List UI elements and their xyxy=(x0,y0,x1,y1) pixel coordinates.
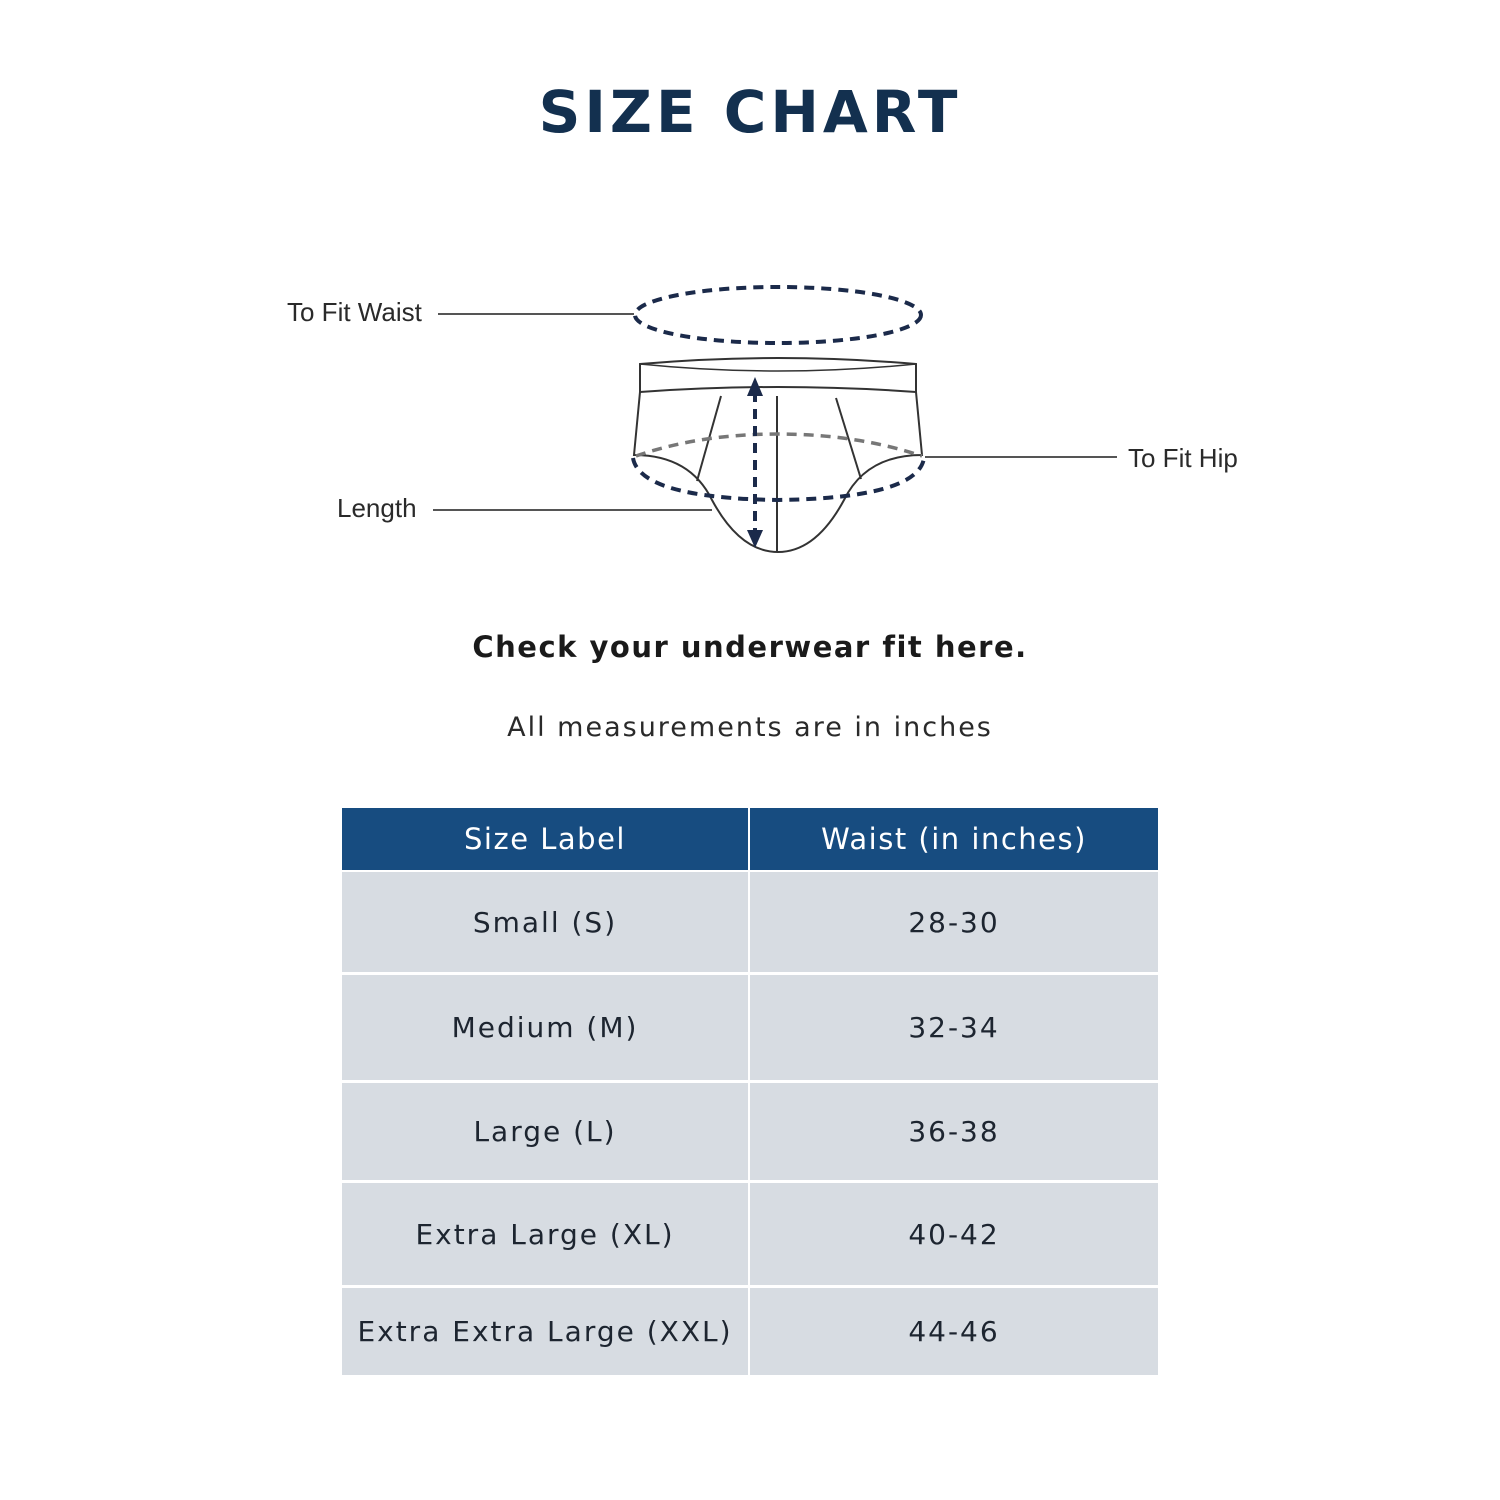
measurement-unit-note: All measurements are in inches xyxy=(507,712,993,743)
waist-cell: 32-34 xyxy=(750,975,1158,1080)
table-header-row xyxy=(342,808,1158,870)
waist-dashed-ellipse xyxy=(635,287,921,343)
waist-cell: 28-30 xyxy=(750,872,1158,972)
hip-dashed-ellipse-back xyxy=(636,434,922,456)
table-row xyxy=(342,975,1158,1080)
header-waist: Waist (in inches) xyxy=(750,808,1158,870)
underwear-measurement-diagram xyxy=(0,0,1500,600)
fit-check-heading: Check your underwear fit here. xyxy=(472,630,1028,664)
table-row xyxy=(342,1183,1158,1285)
to-fit-hip-label: To Fit Hip xyxy=(1128,443,1238,473)
size-cell: Large (L) xyxy=(342,1083,748,1180)
length-label: Length xyxy=(337,493,417,523)
table-row xyxy=(342,1288,1158,1375)
table-row xyxy=(342,1083,1158,1180)
waist-cell: 40-42 xyxy=(750,1183,1158,1285)
table-row xyxy=(342,872,1158,972)
page-title: SIZE CHART xyxy=(538,78,962,146)
size-cell: Extra Large (XL) xyxy=(342,1183,748,1285)
size-cell: Extra Extra Large (XXL) xyxy=(342,1288,748,1375)
to-fit-waist-label: To Fit Waist xyxy=(287,297,422,327)
waistband-outline xyxy=(640,358,916,392)
size-cell: Small (S) xyxy=(342,872,748,972)
waist-cell: 36-38 xyxy=(750,1083,1158,1180)
waist-cell: 44-46 xyxy=(750,1288,1158,1375)
size-table xyxy=(342,808,1158,1375)
size-cell: Medium (M) xyxy=(342,975,748,1080)
arrow-down-icon xyxy=(747,530,763,548)
header-size-label: Size Label xyxy=(342,808,748,870)
